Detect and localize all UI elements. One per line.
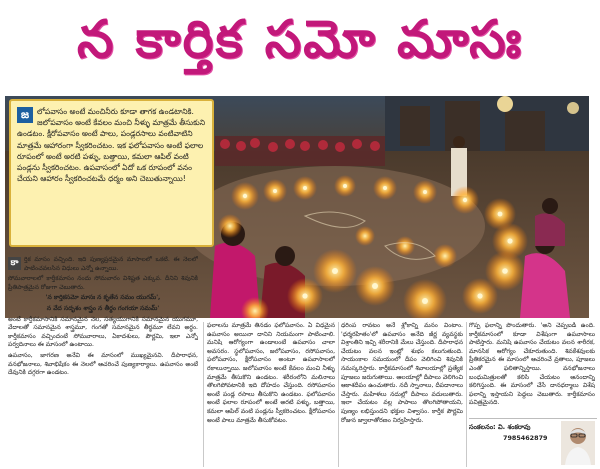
author-portrait <box>561 421 595 465</box>
callout-drop-cap: జ <box>17 107 33 123</box>
article-column-3 <box>341 322 463 467</box>
article-column-4 <box>469 322 595 414</box>
column-drop-cap: కా <box>8 257 21 270</box>
column-divider <box>338 322 339 467</box>
col1-paragraph-4: ఉపవాసం, జాగరణ అనేవి ఈ మాసంలో ముఖ్యమైనవి. దీపారాధన, వనభోజనాలు, శివాభిషేకం ఈ నెలలో ఆచరించే పుణ్యకార్యాలు. ఉపవాసం అంటే దేవునికి దగ్గరగా ఉండటం. <box>8 351 198 377</box>
author-photo <box>561 421 595 465</box>
headline: న కార్తిక సమో మాసః <box>76 9 524 70</box>
col4-text: గొప్ప ఫలాన్ని పొందుతారు. 'అని చెప్పబడి ఉంది. కార్తీకమాసంలో కూడా విశేషంగా ఉపవాసాలు పాటిస్తారు. మనిషి ఉపవాసం చేయటం వలన శారీరక, మానసిక ఆరోగ్యం చేకూరుతుంది. శివకేశవులకు ప్రీతికరమైన ఈ మాసంలో ఆచరించే వ్రతాలు, పూజలు ఎంతో ఫలితాన్నిస్తాయి. వనభోజనాలు బంధుమిత్రులతో కలిసి చేయటం ఆనందాన్ని కలిగిస్తుంది. ఈ మాసంలో చేసే దానధర్మాలు విశేష ఫలాన్ని ఇస్తాయని పెద్దలు చెబుతారు. కార్తీకమాసం పవిత్రమైనది. <box>469 322 595 407</box>
callout-text: లోపవాసం అంటే మంచినీరు కూడా తాగక ఉండటానికి. జలోపవాసం అంటే కేవలం మంచి నీళ్ళు మాత్రమే తీసుకుని ఉండటం. క్షీరోపవాసం అంటే పాలు, పండ్లరసాలు వంటివాటిని మాత్రమే ఆహారంగా స్వీకరించటం. ఇక ఫలోపవాసం అంటే ఫలాల రూపంలో అంటే అరటి పళ్ళు, బత్తాయి, కమలా ఆపిల్ వంటి పండ్లను స్వీకరించటం. ఉపవాసంలో ఏదో ఒక రూపంలో వనం చేయని ఆహారం స్వీకరించటమే ధర్మం అని చెబుతున్నాయి! <box>17 107 206 184</box>
article-column-2 <box>207 322 335 467</box>
sanskrit-quote-line-1: 'న కార్తికసమో మాసః న కృతేన సమం యుగమ్', <box>45 294 161 302</box>
highlight-box <box>9 99 214 247</box>
col1-paragraph-3: అంటే కార్తీకమాసానికి సమానమైన నెల, సత్యయుగానికి సమానమైన యుగమూ, వేదాలతో సమానమైన శాస్త్రమూ, గంగతో సమానమైన తీర్థమూ లేవని అర్థం. కార్తీకమాసం వచ్చిందంటే సోమవారాలు, ఏకాదశులు, పౌర్ణమి, ఇలా ఎన్నో పర్వదినాలు ఈ మాసంలో ఉంటాయి. <box>8 315 198 349</box>
column-divider <box>466 322 467 467</box>
column-divider <box>203 322 204 467</box>
headline-banner <box>0 0 600 92</box>
author-box <box>469 418 597 467</box>
col1-paragraph-2: సోమవారాలలో కార్తీకమాసం నందు సోమవారం విశిష్టత ఎక్కువ. దీనిని శివునికి ప్రీతిపాత్రమైన రోజుగా చెబుతారు. <box>8 275 198 291</box>
col1-paragraph-1: ర్తిక మాసం వచ్చింది. ఇది పుణ్యప్రదమైన మాసాలలో ఒకటి. ఈ నెలలో పాటించవలసిన విధులు ఎన్నో ఉన్నాయి. <box>24 256 198 272</box>
article-column-1 <box>8 256 198 466</box>
author-phone: 7985462879 <box>503 434 548 442</box>
col3-text: ధరింప రావటం అనే శ్లోకాన్ని మనం వింటాం. 'ధర్మరహితం'లో ఉపవాసం అనేది జీర్ణ వ్యవస్థకు విశ్రాంతిని ఇచ్చి శరీరానికి మేలు చేస్తుంది. దీపారాధన చేయటం వలన ఇంట్లో శుభం కలుగుతుంది. సాయంకాల సమయంలో దీపం వెలిగించి శివునికి నమస్కరిస్తారు. కార్తీకమాసంలో శివాలయాల్లో ప్రత్యేక పూజలు జరుగుతాయి. ఆలయాల్లో దీపాలు వెలిగించి ఆకాశదీపం ఉంచుతారు. నదీ స్నానాలు, దీపదానాలు చేస్తారు. మహిళలు నదుల్లో దీపాలు వదులుతారు. ఇలా చేయటం వల్ల పాపాలు తొలగిపోతాయని, పుణ్యం లభిస్తుందని భక్తుల విశ్వాసం. కార్తీక పౌర్ణమి రోజున జ్వాలాతోరణం నిర్వహిస్తారు. <box>341 322 463 424</box>
author-credit: సంకలనం: వి. శంకరావు <box>469 423 531 431</box>
sanskrit-quote-line-2: న వేద సదృశం శాస్త్రం న తీర్థం గంగయా సమమ్' <box>46 304 160 312</box>
col2-text: ఫలాలను మాత్రమే తినడం ఫలోపవాసం. ఏ విధమైన ఉపవాసం అయినా దానిని నియమంగా పాటించాలి. మనిషి ఆరోగ్యంగా ఉండాలంటే ఉపవాసం చాలా అవసరం. స్థలోపవాసం, జలోపవాసం, రసోపవాసం, ఫలోపవాసం, క్షీరోపవాసం అంటూ ఉపవాసాలలో రకాలున్నాయి. జలోపవాసం అంటే కేవలం మంచి నీళ్ళు మాత్రమే తీసుకొని ఉండటం. శరీరంలోని మలినాలు తొలగిపోవటానికి ఇది దోహదం చేస్తుంది. రసోపవాసం అంటే పండ్ల రసాలు తీసుకొని ఉండటం. ఫలోపవాసం అంటే ఫలాల రూపంలో అంటే అరటి పళ్ళు, బత్తాయి, కమలా ఆపిల్ వంటి పండ్లను స్వీకరించటం. క్షీరోపవాసం అంటే పాలు మాత్రమే తీసుకోవటం. <box>207 322 335 424</box>
